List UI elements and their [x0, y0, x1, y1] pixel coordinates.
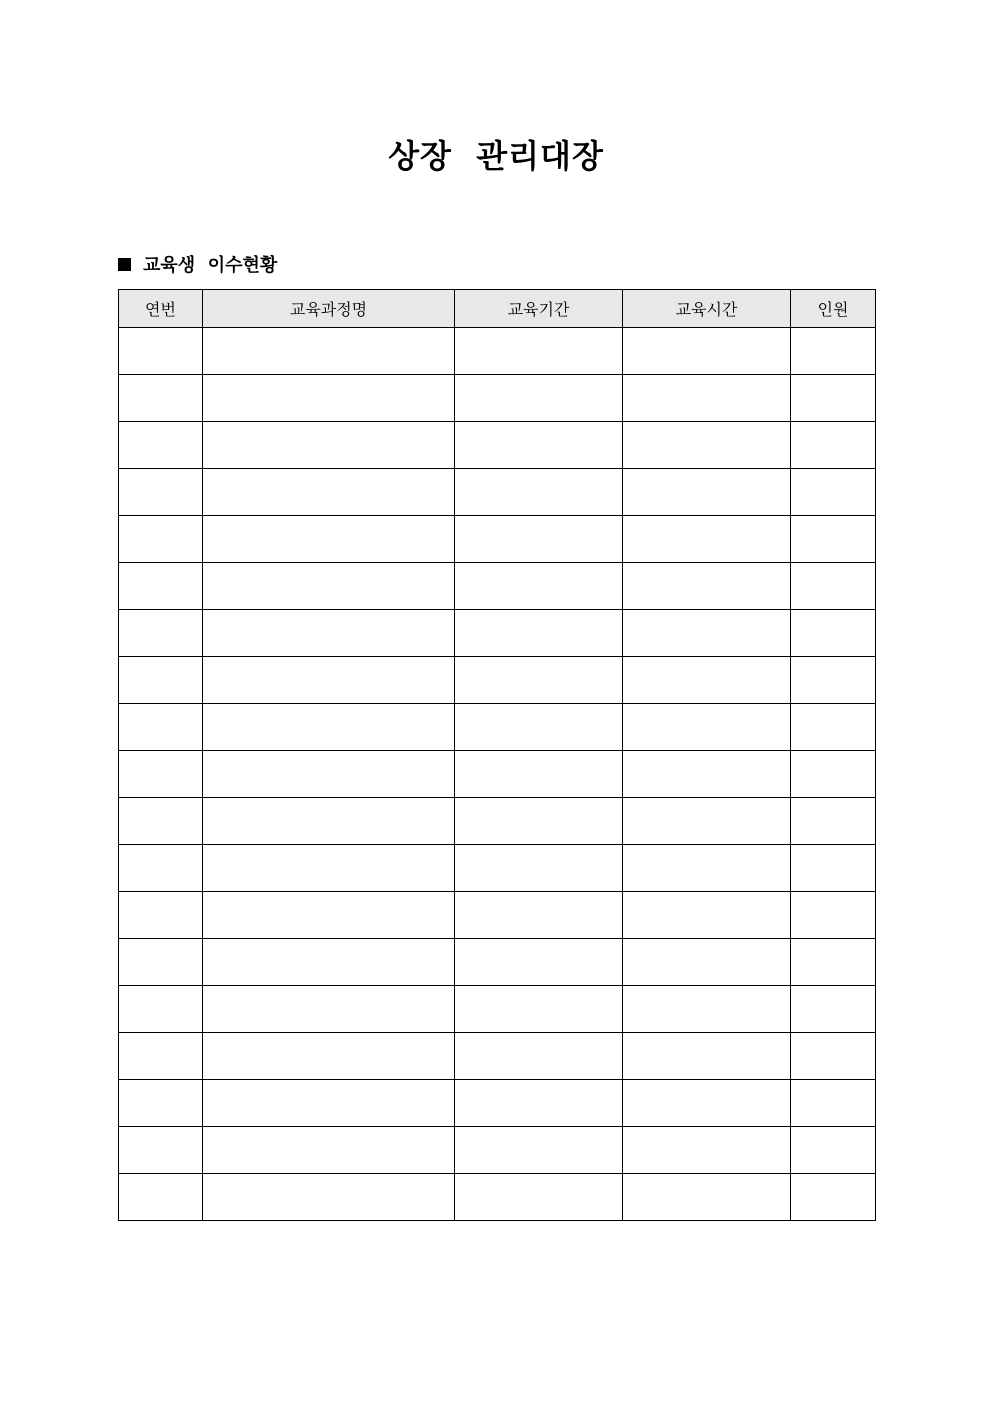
table-row	[119, 375, 876, 422]
cell-headcount[interactable]	[791, 375, 876, 422]
table-row	[119, 986, 876, 1033]
cell-number[interactable]	[119, 1033, 203, 1080]
cell-course-name[interactable]	[203, 704, 455, 751]
column-header-number: 연번	[119, 290, 203, 328]
cell-period[interactable]	[455, 610, 623, 657]
cell-course-name[interactable]	[203, 1033, 455, 1080]
cell-hours[interactable]	[623, 375, 791, 422]
cell-period[interactable]	[455, 328, 623, 375]
section-heading	[118, 250, 277, 278]
cell-number[interactable]	[119, 328, 203, 375]
cell-headcount[interactable]	[791, 704, 876, 751]
cell-period[interactable]	[455, 751, 623, 798]
cell-number[interactable]	[119, 939, 203, 986]
cell-course-name[interactable]	[203, 610, 455, 657]
cell-hours[interactable]	[623, 939, 791, 986]
square-bullet-icon	[118, 258, 131, 271]
table-row	[119, 516, 876, 563]
cell-period[interactable]	[455, 1033, 623, 1080]
cell-headcount[interactable]	[791, 1080, 876, 1127]
cell-number[interactable]	[119, 469, 203, 516]
cell-period[interactable]	[455, 657, 623, 704]
cell-hours[interactable]	[623, 516, 791, 563]
cell-hours[interactable]	[623, 986, 791, 1033]
cell-hours[interactable]	[623, 892, 791, 939]
cell-hours[interactable]	[623, 704, 791, 751]
cell-number[interactable]	[119, 610, 203, 657]
table-row	[119, 1174, 876, 1221]
cell-number[interactable]	[119, 1080, 203, 1127]
column-header-period: 교육기간	[455, 290, 623, 328]
cell-course-name[interactable]	[203, 422, 455, 469]
cell-course-name[interactable]	[203, 798, 455, 845]
cell-number[interactable]	[119, 1127, 203, 1174]
cell-headcount[interactable]	[791, 751, 876, 798]
cell-course-name[interactable]	[203, 375, 455, 422]
table-row	[119, 610, 876, 657]
cell-hours[interactable]	[623, 1080, 791, 1127]
cell-hours[interactable]	[623, 1127, 791, 1174]
cell-headcount[interactable]	[791, 939, 876, 986]
cell-course-name[interactable]	[203, 328, 455, 375]
column-header-hours: 교육시간	[623, 290, 791, 328]
cell-period[interactable]	[455, 892, 623, 939]
cell-hours[interactable]	[623, 422, 791, 469]
cell-course-name[interactable]	[203, 939, 455, 986]
cell-period[interactable]	[455, 422, 623, 469]
table-row	[119, 939, 876, 986]
cell-course-name[interactable]	[203, 986, 455, 1033]
cell-hours[interactable]	[623, 563, 791, 610]
table-row	[119, 845, 876, 892]
cell-hours[interactable]	[623, 751, 791, 798]
cell-headcount[interactable]	[791, 657, 876, 704]
cell-number[interactable]	[119, 563, 203, 610]
cell-headcount[interactable]	[791, 1174, 876, 1221]
cell-number[interactable]	[119, 798, 203, 845]
cell-period[interactable]	[455, 469, 623, 516]
document-title: 상장 관리대장	[388, 137, 604, 175]
table-row	[119, 563, 876, 610]
table-row	[119, 657, 876, 704]
cell-headcount[interactable]	[791, 1033, 876, 1080]
cell-hours[interactable]	[623, 328, 791, 375]
cell-hours[interactable]	[623, 1174, 791, 1221]
cell-hours[interactable]	[623, 798, 791, 845]
cell-period[interactable]	[455, 375, 623, 422]
cell-period[interactable]	[455, 986, 623, 1033]
table-row	[119, 328, 876, 375]
table-row	[119, 1127, 876, 1174]
cell-hours[interactable]	[623, 469, 791, 516]
table-row	[119, 469, 876, 516]
cell-period[interactable]	[455, 1127, 623, 1174]
section-heading-label: 교육생 이수현황	[143, 255, 278, 276]
completion-table	[118, 289, 876, 1221]
table-row	[119, 892, 876, 939]
cell-period[interactable]	[455, 563, 623, 610]
cell-number[interactable]	[119, 845, 203, 892]
cell-number[interactable]	[119, 375, 203, 422]
cell-number[interactable]	[119, 704, 203, 751]
table-row	[119, 1080, 876, 1127]
cell-period[interactable]	[455, 1174, 623, 1221]
cell-course-name[interactable]	[203, 563, 455, 610]
table-row	[119, 704, 876, 751]
cell-course-name[interactable]	[203, 1127, 455, 1174]
cell-headcount[interactable]	[791, 422, 876, 469]
cell-headcount[interactable]	[791, 610, 876, 657]
cell-period[interactable]	[455, 798, 623, 845]
cell-headcount[interactable]	[791, 469, 876, 516]
cell-course-name[interactable]	[203, 469, 455, 516]
cell-course-name[interactable]	[203, 892, 455, 939]
cell-number[interactable]	[119, 986, 203, 1033]
cell-course-name[interactable]	[203, 1174, 455, 1221]
table-header-row	[119, 290, 876, 328]
cell-hours[interactable]	[623, 1033, 791, 1080]
cell-course-name[interactable]	[203, 657, 455, 704]
cell-headcount[interactable]	[791, 892, 876, 939]
cell-hours[interactable]	[623, 657, 791, 704]
cell-number[interactable]	[119, 422, 203, 469]
cell-headcount[interactable]	[791, 563, 876, 610]
cell-headcount[interactable]	[791, 1127, 876, 1174]
cell-number[interactable]	[119, 751, 203, 798]
cell-headcount[interactable]	[791, 986, 876, 1033]
cell-hours[interactable]	[623, 845, 791, 892]
cell-course-name[interactable]	[203, 751, 455, 798]
cell-hours[interactable]	[623, 610, 791, 657]
cell-headcount[interactable]	[791, 798, 876, 845]
cell-course-name[interactable]	[203, 1080, 455, 1127]
cell-period[interactable]	[455, 704, 623, 751]
cell-number[interactable]	[119, 892, 203, 939]
table-row	[119, 751, 876, 798]
cell-headcount[interactable]	[791, 845, 876, 892]
cell-number[interactable]	[119, 516, 203, 563]
table-row	[119, 1033, 876, 1080]
cell-headcount[interactable]	[791, 328, 876, 375]
cell-number[interactable]	[119, 657, 203, 704]
cell-number[interactable]	[119, 1174, 203, 1221]
cell-headcount[interactable]	[791, 516, 876, 563]
table-body	[119, 328, 876, 1221]
cell-period[interactable]	[455, 845, 623, 892]
table-row	[119, 422, 876, 469]
column-header-course-name: 교육과정명	[203, 290, 455, 328]
table-row	[119, 798, 876, 845]
cell-course-name[interactable]	[203, 845, 455, 892]
cell-period[interactable]	[455, 516, 623, 563]
cell-period[interactable]	[455, 1080, 623, 1127]
column-header-headcount: 인원	[791, 290, 876, 328]
cell-period[interactable]	[455, 939, 623, 986]
cell-course-name[interactable]	[203, 516, 455, 563]
